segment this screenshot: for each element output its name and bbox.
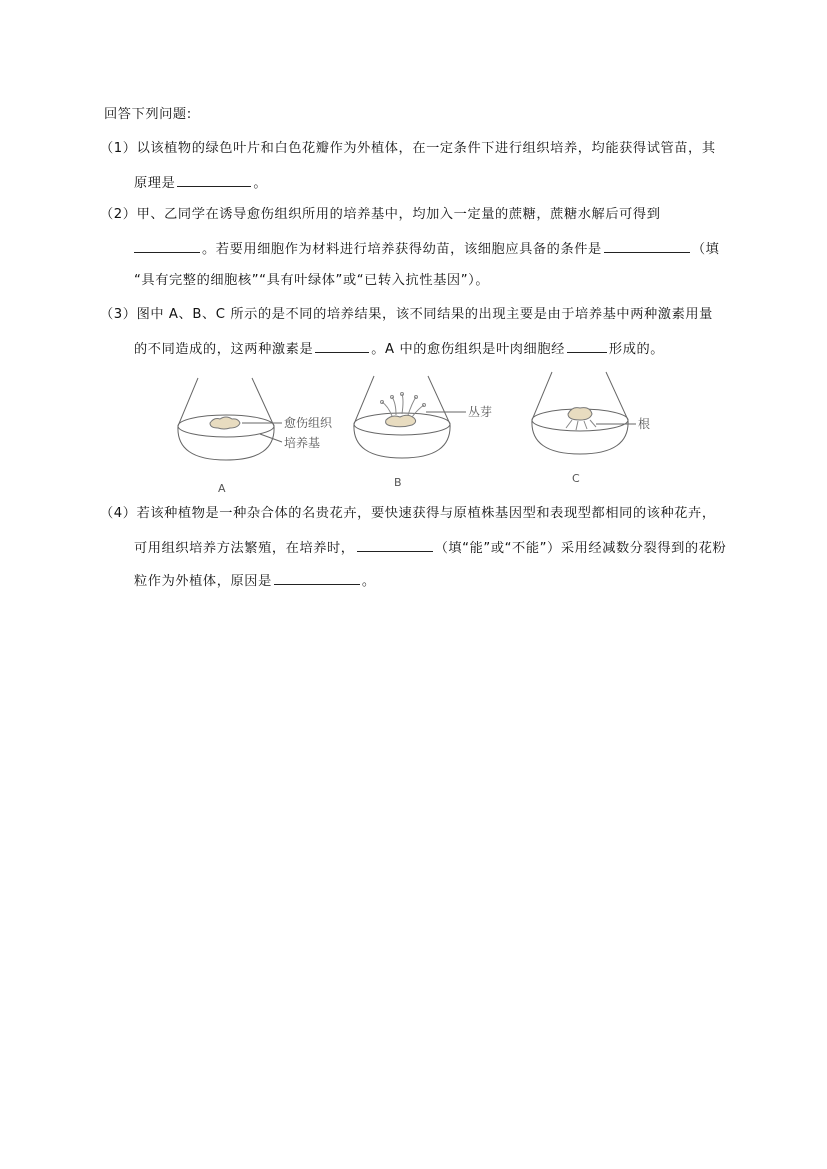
culture-figure <box>170 368 670 498</box>
callus-c <box>568 408 592 420</box>
q3-text-c: 形成的。 <box>608 342 665 357</box>
q2-line-2 <box>134 239 719 259</box>
watermark <box>85 175 102 199</box>
q1-text-b: 。 <box>253 176 268 191</box>
q4-line-1: （4）若该种植物是一种杂合体的名贵花卉，要快速获得与原植株基因型和表现型都相同的该种花卉， <box>100 506 716 521</box>
label-medium: 培养基 <box>284 436 321 450</box>
q2-answer-blank-1[interactable] <box>134 239 200 253</box>
q3-text-b: 。A 中的愈伤组织是叶肉细胞经 <box>371 342 565 357</box>
q4-answer-blank-2[interactable] <box>274 571 360 585</box>
label-root: 根 <box>638 417 651 431</box>
q1-answer-blank[interactable] <box>177 173 251 187</box>
callus-a <box>210 417 240 429</box>
q4-answer-blank-1[interactable] <box>357 538 433 552</box>
q3-text-a: 的不同造成的，这两种激素是 <box>134 342 314 357</box>
label-a: A <box>218 482 226 495</box>
medium-pointer-a <box>260 434 282 442</box>
q1-line-2 <box>134 173 267 193</box>
q3-answer-blank-2[interactable] <box>567 339 607 353</box>
q2-answer-blank-2[interactable] <box>604 239 690 253</box>
q4-line-2 <box>134 538 726 558</box>
q2-text-b: （填 <box>691 242 720 257</box>
q4-text-d: 。 <box>361 574 376 589</box>
q4-text-b: （填“能”或“不能”）采用经减数分裂得到的花粉 <box>434 541 727 556</box>
q4-text-a: 可用组织培养方法繁殖，在培养时， <box>134 541 355 556</box>
q3-answer-blank-1[interactable] <box>315 339 369 353</box>
intro-text: 回答下列问题: <box>104 107 192 122</box>
label-callus: 愈伤组织 <box>284 416 333 430</box>
q1-line-1: （1）以该植物的绿色叶片和白色花瓣作为外植体，在一定条件下进行组织培养，均能获得试管苗，其 <box>100 141 716 156</box>
callus-b <box>386 415 416 427</box>
q2-line-1: （2）甲、乙同学在诱导愈伤组织所用的培养基中，均加入一定量的蔗糖，蔗糖水解后可得到 <box>100 207 661 222</box>
q1-text-a: 原理是 <box>134 176 176 191</box>
roots-c <box>566 420 596 430</box>
q2-text-a: 。若要用细胞作为材料进行培养获得幼苗，该细胞应具备的条件是 <box>202 242 602 257</box>
q4-text-c: 粒作为外植体，原因是 <box>134 574 272 589</box>
label-c: C <box>572 472 580 485</box>
label-b: B <box>394 476 402 489</box>
q3-line-1: （3）图中 A、B、C 所示的是不同的培养结果，该不同结果的出现主要是由于培养基中两种激素用量 <box>100 307 713 322</box>
q3-line-2 <box>134 339 664 359</box>
q2-line-3: “具有完整的细胞核”“具有叶绿体”或“已转入抗性基因”）。 <box>134 273 490 288</box>
q4-line-3 <box>134 571 376 591</box>
label-shoots: 丛芽 <box>468 405 493 419</box>
